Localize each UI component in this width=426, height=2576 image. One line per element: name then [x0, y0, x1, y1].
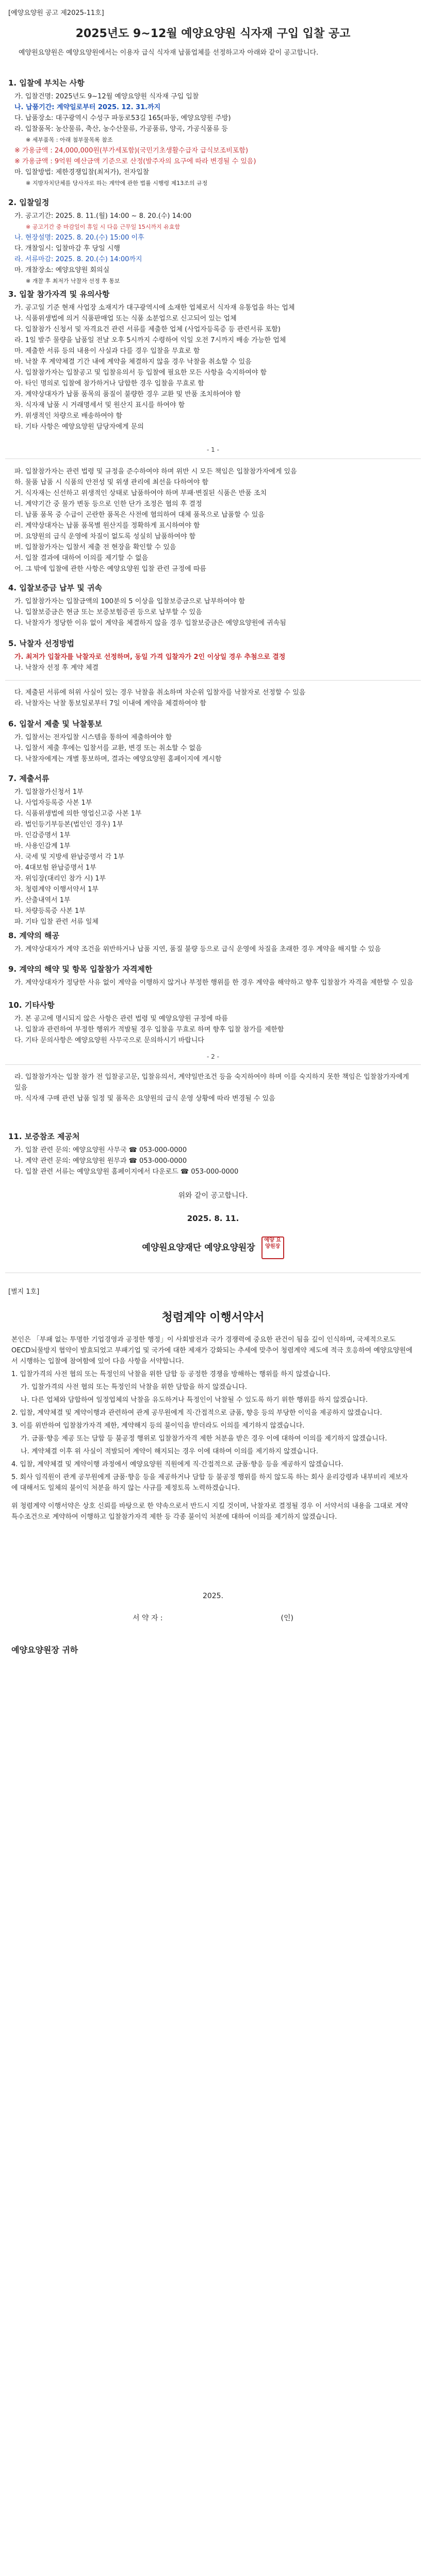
line: 파. 입찰참가자는 관련 법령 및 규정을 준수하여야 하며 위반 시 모든 책임은 입찰참가자에게 있음 [14, 468, 297, 476]
line: 차. 식자재 납품 시 거래명세서 및 원산지 표시를 하여야 함 [14, 401, 185, 409]
line: 아. 타인 명의로 입찰에 참가하거나 담합한 경우 입찰을 무효로 함 [14, 380, 204, 387]
page-divider [5, 680, 421, 681]
section-title: 8. 계약의 해공 [8, 931, 60, 940]
closing-statement: 위와 같이 공고합니다. [178, 1192, 248, 1200]
line: ※ 개찰 후 최저가 낙찰자 선정 후 통보 [26, 278, 120, 284]
line: 나. 식품위생법에 의거 식품판매업 또는 식품 소분업으로 신고되어 있는 업체 [14, 315, 237, 323]
section-9 [8, 963, 416, 988]
contract-paragraph: 3. 이를 위반하여 입찰참가자격 제한, 계약해지 등의 불이익을 받더라도 이의를 제기하지 않겠습니다. [11, 1422, 305, 1430]
section-7 [8, 773, 416, 927]
line: ※ 공고기간 중 마감일이 휴일 시 다음 근무일 15시까지 유효함 [26, 224, 181, 230]
line: 하. 물품 납품 시 식품의 안전성 및 위생 관리에 최선을 다하여야 함 [14, 479, 209, 486]
line: 가. 입찰참가자는 입찰금액의 100분의 5 이상을 입찰보증금으로 납부하여야 함 [14, 598, 245, 605]
line: 라. 입찰참가자는 입찰 참가 전 입찰공고문, 입찰유의서, 계약일반조건 등을 숙지하여야 하며 이를 숙지하지 못한 책임은 입찰참가자에게 있음 [14, 1073, 409, 1092]
line: 사. 입찰참가자는 입찰공고 및 입찰유의서 등 입찰에 필요한 모든 사항을 숙지하여야 함 [14, 369, 267, 377]
line: 다. 입찰참가 신청서 및 자격요건 관련 서류를 제출한 업체 (사업자등록증 등 관련서류 포함) [14, 326, 281, 333]
line: 마. 입찰방법: 제한경쟁입찰(최저가), 전자입찰 [14, 168, 150, 176]
line: 라. 서류마감: 2025. 8. 20.(수) 14:00까지 [14, 256, 142, 263]
section-6 [8, 718, 416, 765]
section-3-continued [8, 466, 416, 574]
page-number: - 2 - [207, 1053, 219, 1060]
line: 마. 식자재 구매 관련 납품 일정 및 품목은 요양원의 급식 운영 상황에 따라 변경될 수 있음 [14, 1095, 275, 1103]
official-seal: 예양 요양원장 [261, 1236, 284, 1259]
line: 나. 입찰서 제출 후에는 입찰서를 교환, 변경 또는 취소할 수 없음 [14, 744, 202, 752]
section-5-continued [8, 687, 416, 709]
line: 가. 공고기간: 2025. 8. 11.(월) 14:00 ~ 8. 20.(수) 14:00 [14, 212, 192, 220]
recipient: 예양요양원장 귀하 [11, 1645, 78, 1655]
contract-closing: 위 청렴계약 이행서약은 상호 신뢰를 바탕으로 한 약속으로서 반드시 지킬 것이며, 낙찰자로 결정될 경우 이 서약서의 내용을 그대로 계약특수조건으로 계약하여 이행하고 입찰참가자격 제한 등 각종 불이익 처분에 대하여 이의를 제기하지 않겠습니다. [11, 1502, 408, 1521]
line: 너. 계약기간 중 물가 변동 등으로 인한 단가 조정은 협의 후 결정 [14, 500, 202, 508]
line: 나. 계약 관련 문의: 예양요양원 원무과 ☎ 053-000-0000 [14, 1157, 187, 1165]
pledger-line [0, 1613, 426, 1623]
contract-paragraph: 나. 계약체결 이후 위 사실이 적발되어 계약이 해지되는 경우 이에 대하여 이의를 제기하지 않겠습니다. [21, 1448, 318, 1455]
line: 타. 차량등록증 사본 1부 [14, 907, 86, 915]
contract-title: 청렴계약 이행서약서 [161, 1311, 265, 1324]
line: 가. 본 공고에 명시되지 않은 사항은 관련 법령 및 예양요양원 규정에 따름 [14, 1015, 228, 1023]
line: ※ 가용금액 : 9억원 예산금액 기준으로 산정(발주자의 요구에 따라 변경될 수 있음) [14, 158, 256, 165]
line: 가. 입찰 관련 문의: 예양요양원 사무국 ☎ 053-000-0000 [14, 1146, 187, 1154]
line: 차. 청렴계약 이행서약서 1부 [14, 886, 99, 893]
line: 카. 산출내역서 1부 [14, 896, 71, 904]
contract-paragraph: 가. 금품·향응 제공 또는 담합 등 불공정 행위로 입찰참가자격 제한 처분을 받은 경우 이에 대하여 이의를 제기하지 않겠습니다. [21, 1435, 387, 1443]
line: 다. 입찰 관련 서류는 예양요양원 홈페이지에서 다운로드 ☎ 053-000-0000 [14, 1168, 239, 1176]
section-2 [8, 197, 416, 286]
line: 자. 계약상대자가 납품 품목의 품질이 불량한 경우 교환 및 반품 조치하여야 함 [14, 391, 241, 398]
line: 마. 개찰장소: 예양요양원 회의실 [14, 266, 110, 274]
section-11 [8, 1131, 416, 1177]
line: 나. 사업자등록증 사본 1부 [14, 799, 92, 807]
organization-name: 예양원요양재단 예양요양원장 [142, 1243, 255, 1253]
line: 파. 기타 입찰 관련 서류 일체 [14, 918, 99, 926]
section-title: 7. 제출서류 [8, 774, 50, 783]
line: 마. 제출한 서류 등의 내용이 사실과 다를 경우 입찰을 무효로 함 [14, 347, 200, 355]
line: 라. 법인등기부등본(법인인 경우) 1부 [14, 821, 123, 828]
line: 다. 낙찰자에게는 개별 통보하며, 결과는 예양요양원 홈페이지에 게시함 [14, 755, 222, 763]
line: 나. 입찰과 관련하여 부정한 행위가 적발될 경우 입찰을 무효로 하며 향후 입찰 참가를 제한함 [14, 1026, 284, 1033]
section-title: 3. 입찰 참가자격 및 유의사항 [8, 290, 110, 299]
line: 라. 입찰품목: 농산물류, 축산, 농수산물류, 가공품류, 양곡, 가공식품류 등 [14, 125, 228, 133]
line: 다. 제출된 서류에 허위 사실이 있는 경우 낙찰을 취소하며 차순위 입찰자를 낙찰자로 선정할 수 있음 [14, 689, 306, 697]
section-title: 4. 입찰보증금 납부 및 귀속 [8, 583, 102, 592]
section-4 [8, 582, 416, 629]
line: 다. 낙찰자가 정당한 이유 없이 계약을 체결하지 않을 경우 입찰보증금은 예양요양원에 귀속됨 [14, 619, 286, 627]
line: 자. 위임장(대리인 참가 시) 1부 [14, 875, 106, 883]
section-title: 2. 입찰일정 [8, 198, 50, 207]
line: 다. 기타 문의사항은 예양요양원 사무국으로 문의하시기 바랍니다 [14, 1037, 204, 1044]
section-8 [8, 930, 416, 955]
line: 머. 요양원의 급식 운영에 차질이 없도록 성실히 납품하여야 함 [14, 533, 196, 540]
contract-paragraph: 2. 입찰, 계약체결 및 계약이행과 관련하여 관계 공무원에게 직·간접적으로 금품, 향응 등의 부당한 이익을 제공하지 않겠습니다. [11, 1409, 382, 1417]
pledger-label: 서 약 자 : [133, 1614, 163, 1622]
section-5 [8, 638, 416, 673]
line: 다. 식품위생법에 의한 영업신고증 사본 1부 [14, 810, 142, 818]
line: 다. 개찰일시: 입찰마감 후 당일 시행 [14, 245, 120, 252]
line: 카. 위생적인 차량으로 배송하여야 함 [14, 412, 123, 420]
contract-paragraph: 5. 회사 임직원이 관계 공무원에게 금품·향응 등을 제공하거나 담합 등 불공정 행위를 하지 않도록 하는 회사 윤리강령과 내부비리 제보자에 대해서도 일체의 불이익 처분을 하지 않는 사규를 제정토록 노력하겠습니다. [11, 1473, 408, 1492]
section-3 [8, 289, 416, 432]
line: 라. 낙찰자는 낙찰 통보일로부터 7일 이내에 계약을 체결하여야 함 [14, 700, 206, 707]
line: 버. 입찰참가자는 입찰서 제출 전 현장을 확인할 수 있음 [14, 544, 176, 551]
line: 타. 기타 사항은 예양요양원 담당자에게 문의 [14, 423, 144, 431]
line: 가. 입찰건명: 2025년도 9~12월 예양요양원 식자재 구입 입찰 [14, 93, 199, 100]
line: 어. 그 밖에 입찰에 관한 사항은 예양요양원 입찰 관련 규정에 따름 [14, 565, 206, 573]
line: ※ 지방자치단체를 당사자로 하는 계약에 관한 법률 시행령 제13조의 규정 [26, 180, 208, 187]
line: 가. 최저가 입찰자를 낙찰자로 선정하며, 동일 가격 입찰자가 2인 이상일 경우 추첨으로 결정 [14, 653, 286, 661]
announcement-number: [예양요양원 공고 제2025-11호] [8, 9, 104, 17]
section-title: 10. 기타사항 [8, 1001, 55, 1010]
annex-tag: [별지 1호] [8, 1288, 40, 1296]
announcement-date: 2025. 8. 11. [187, 1214, 239, 1223]
contract-paragraph: 가. 입찰가격의 사전 협의 또는 특정인의 낙찰을 위한 담합을 하지 않겠습니다. [21, 1383, 247, 1391]
section-10 [8, 999, 416, 1046]
pledger-seal: (인) [281, 1614, 293, 1622]
contract-paragraph: 나. 다른 업체와 담합하여 일정업체의 낙찰을 유도하거나 특정인이 낙찰될 수 있도록 하기 위한 행위를 하지 않겠습니다. [21, 1396, 368, 1404]
line: 거. 식자재는 신선하고 위생적인 상태로 납품하여야 하며 부패·변질된 식품은 반품 조치 [14, 489, 267, 497]
line: 마. 인감증명서 1부 [14, 832, 71, 839]
line: 러. 계약상대자는 납품 품목별 원산지를 정확하게 표시하여야 함 [14, 522, 200, 530]
contract-paragraph: 본인은 「부패 없는 투명한 기업경영과 공정한 행정」이 사회발전과 국가 경쟁력에 중요한 관건이 됨을 깊이 인식하며, 국제적으로도 OECD뇌물방지 협약이 발효되었고 부패기업 및 국가에 대한 제재가 강화되는 추세에 맞추어 청렴계약 제도에 적극 호응하여 예양요양원에서 시행하는 입찰에 참여함에 있어 다음 사항을 서약합니다. [11, 1336, 413, 1365]
page-title: 2025년도 9~12월 예양요양원 식자재 구입 입찰 공고 [75, 27, 351, 40]
section-10-continued [8, 1072, 416, 1104]
line: 바. 사용인감계 1부 [14, 842, 71, 850]
line: 가. 계약상대자가 계약 조건을 위반하거나 납품 지연, 품질 불량 등으로 급식 운영에 차질을 초래한 경우 계약을 해지할 수 있음 [14, 945, 381, 953]
page-number: - 1 - [207, 446, 219, 453]
line: 가. 계약상대자가 정당한 사유 없이 계약을 이행하지 않거나 부정한 행위를 한 경우 계약을 해약하고 향후 입찰참가 자격을 제한할 수 있음 [14, 979, 414, 987]
contract-paragraph: 1. 입찰가격의 사전 협의 또는 특정인의 낙찰을 위한 담합 등 공정한 경쟁을 방해하는 행위를 하지 않겠습니다. [11, 1370, 331, 1378]
page-divider [5, 1064, 421, 1065]
line: ※ 가용금액 : 24,000,000원(부가세포함)(국민기초생활수급자 급식보조비포함) [14, 147, 249, 155]
line: 나. 납품기간: 계약일로부터 2025. 12. 31.까지 [14, 104, 161, 111]
line: ※ 세부품목 : 아래 첨부물목록 참조 [26, 137, 113, 143]
line: 나. 현장설명: 2025. 8. 20.(수) 15:00 이후 [14, 234, 144, 242]
section-title: 6. 입찰서 제출 및 낙찰통보 [8, 719, 102, 728]
line: 더. 납품 품목 중 수급이 곤란한 품목은 사전에 협의하여 대체 품목으로 납품할 수 있음 [14, 511, 265, 519]
section-title: 5. 낙찰자 선정방법 [8, 639, 75, 648]
section-title: 1. 입찰에 부치는 사항 [8, 78, 85, 88]
contract-body [11, 1334, 414, 1522]
line: 아. 4대보험 완납증명서 1부 [14, 864, 96, 872]
section-title: 11. 보증참조 제공처 [8, 1132, 80, 1141]
contract-paragraph: 4. 입찰, 계약체결 및 계약이행 과정에서 예양요양원 직원에게 직·간접적으로 금품·향응 등을 제공하지 않겠습니다. [11, 1461, 343, 1468]
line: 가. 입찰서는 전자입찰 시스템을 통하여 제출하여야 함 [14, 734, 172, 741]
section-title: 9. 계약의 해약 및 항목 입찰참가 자격제한 [8, 964, 153, 974]
line: 나. 낙찰자 선정 후 계약 체결 [14, 664, 99, 672]
intro-paragraph: 예양원요양원은 예양요양원에서는 이용자 급식 식자재 납품업체를 선정하고자 아래와 같이 공고합니다. [19, 49, 319, 57]
line: 나. 입찰보증금은 현금 또는 보증보험증권 등으로 납부할 수 있음 [14, 608, 202, 616]
line: 가. 공고일 기준 현재 사업장 소재지가 대구광역시에 소재한 업체로서 식자재 유통업을 하는 업체 [14, 304, 295, 312]
line: 다. 납품장소: 대구광역시 수성구 파동로53길 165(파동, 예양요양원 주방) [14, 114, 231, 122]
contract-date: 2025. [202, 1592, 224, 1600]
line: 가. 입찰참가신청서 1부 [14, 788, 84, 796]
line: 서. 입찰 결과에 대하여 이의를 제기할 수 없음 [14, 554, 149, 562]
line: 사. 국세 및 지방세 완납증명서 각 1부 [14, 853, 125, 861]
section-1 [8, 77, 416, 189]
organization-signature [0, 1236, 426, 1259]
line: 바. 낙찰 후 계약체결 기간 내에 계약을 체결하지 않을 경우 낙찰을 취소할 수 있음 [14, 358, 252, 366]
line: 라. 1일 발주 물량을 납품일 전날 오후 5시까지 수령하여 익일 오전 7시까지 배송 가능한 업체 [14, 336, 286, 344]
